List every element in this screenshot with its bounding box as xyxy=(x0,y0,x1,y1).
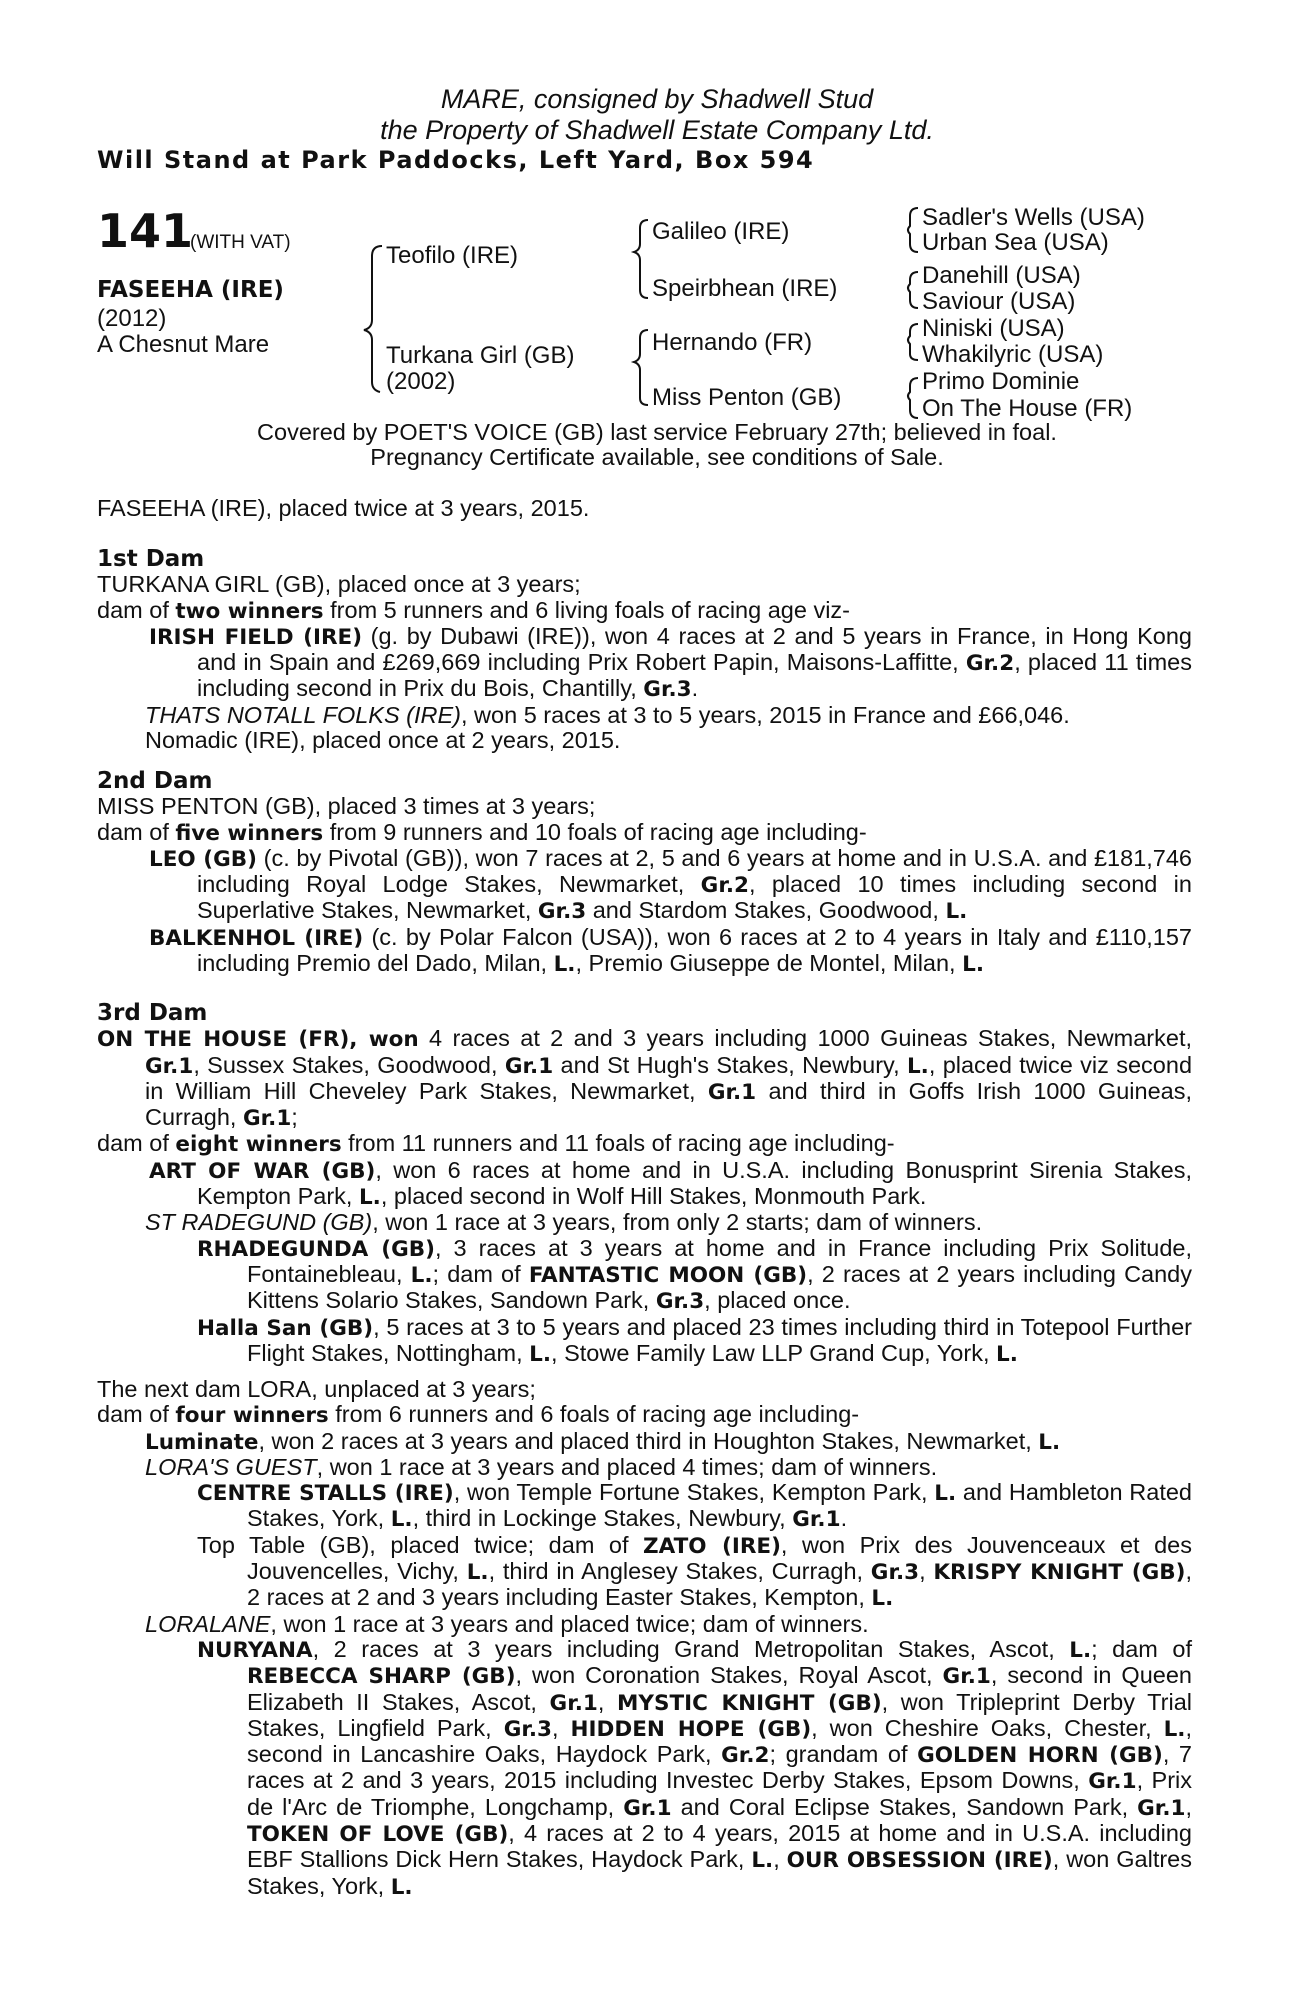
next-dam-grandfoal-3: NURYANA, 2 races at 3 years including Grand Metropolitan Stakes, Ascot, L.; dam of REBECCA SHARP (GB), won Coronation Stakes, Royal Ascot, Gr.1, second in Queen Elizabeth II Stakes, Ascot, Gr.1, MYSTIC KNIGHT (GB), won Tripleprint Derby Trial Stakes, Lingfield Park, Gr.3, HIDDEN HOPE (GB), won Cheshire Oaks, Chester, L., second in Lancashire Oaks, Haydock Park, Gr.2; grandam of GOLDEN HORN (GB), 7 races at 2 and 3 years, 2015 including Investec Derby Stakes, Epsom Downs, Gr.1, Prix de l'Arc de Triomphe, Longchamp, Gr.1 and Coral Eclipse Stakes, Sandown Park, Gr.1, TOKEN OF LOVE (GB), 4 races at 2 to 4 years, 2015 at home and in U.S.A. including EBF Stallions Dick Hern Stakes, Haydock Park, L., OUR OBSESSION (IRE), won Galtres Stakes, York, L. xyxy=(197,1635,1193,1900)
cover-line-1: Covered by POET'S VOICE (GB) last service February 27th; believed in foal. xyxy=(257,419,1057,445)
pedigree-dam: Turkana Girl (GB) xyxy=(386,342,575,369)
third-dam-line-1: ON THE HOUSE (FR), won 4 races at 2 and 3 years including 1000 Guineas Stakes, Newmarket, Gr.1, Sussex Stakes, Goodwood, Gr.1 and St Hugh's Stakes, Newbury, L., placed twice viz second in William Hill Cheveley Park Stakes, Newmarket, Gr.1 and third in Goffs Irish 1000 Guineas, Curragh, Gr.1; xyxy=(97,1025,1193,1132)
pedigree-sdd: Saviour (USA) xyxy=(922,288,1076,315)
lot-number: 141 xyxy=(97,204,194,258)
second-dam-heading: 2nd Dam xyxy=(97,768,213,794)
summary xyxy=(97,496,1192,521)
pedigree-sire-sire: Galileo (IRE) xyxy=(652,218,790,245)
summary-text: FASEEHA (IRE), placed twice at 3 years, 2015. xyxy=(97,495,590,521)
first-dam-foal-3: Nomadic (IRE), placed once at 2 years, 2015. xyxy=(145,727,621,754)
pedigree-dam-sire: Hernando (FR) xyxy=(652,329,813,356)
pedigree-dam-year: (2002) xyxy=(386,368,456,395)
next-dam-grandfoal-1: CENTRE STALLS (IRE), won Temple Fortune Stakes, Kempton Park, L. and Hambleton Rated Stakes, York, L., third in Lockinge Stakes, Newbury, Gr.1. xyxy=(197,1479,1192,1533)
horse-name: FASEEHA (IRE) xyxy=(97,277,284,303)
first-dam-line-1: TURKANA GIRL (GB), placed once at 3 years; xyxy=(97,571,581,598)
next-dam-foal-1: Luminate, won 2 races at 3 years and placed third in Houghton Stakes, Newmarket, L. xyxy=(145,1427,1061,1455)
pedigree-ddd: On The House (FR) xyxy=(922,395,1133,422)
pedigree-sire: Teofilo (IRE) xyxy=(386,242,519,269)
pedigree-dss: Niniski (USA) xyxy=(922,315,1065,342)
next-dam-foal-3: LORALANE, won 1 race at 3 years and placed twice; dam of winners. xyxy=(145,1610,869,1637)
lot-vat: (WITH VAT) xyxy=(190,232,291,253)
second-dam-foal-2: BALKENHOL (IRE) (c. by Polar Falcon (USA)), won 6 races at 2 to 4 years in Italy and £110,157 including Premio del Dado, Milan, L., Premio Giuseppe de Montel, Milan, L. xyxy=(149,923,1192,978)
third-dam-heading: 3rd Dam xyxy=(97,1000,208,1026)
next-dam-line-1: The next dam LORA, unplaced at 3 years; xyxy=(97,1376,536,1402)
first-dam-foal-1: IRISH FIELD (IRE) (g. by Dubawi (IRE)), won 4 races at 2 and 5 years in France, in Hong Kong and in Spain and £269,669 including Prix Robert Papin, Maisons-Laffitte, Gr.2, placed 11 times including second in Prix du Bois, Chantilly, Gr.3. xyxy=(149,622,1193,703)
pedigree-dds: Primo Dominie xyxy=(922,368,1080,395)
second-dam-foal-1: LEO (GB) (c. by Pivotal (GB)), won 7 races at 2, 5 and 6 years at home and in U.S.A. and £181,746 including Royal Lodge Stakes, Newmarket, Gr.2, placed 10 times including second in Superlative Stakes, Newmarket, Gr.3 and Stardom Stakes, Goodwood, L. xyxy=(149,844,1193,925)
header-line-2: the Property of Shadwell Estate Company Ltd. xyxy=(380,115,934,145)
third-dam-section xyxy=(97,1000,1192,1367)
pedigree-sds: Danehill (USA) xyxy=(922,262,1081,289)
pedigree-brace-ds xyxy=(908,324,918,360)
horse-description: A Chesnut Mare xyxy=(97,331,270,358)
third-dam-foal-2: ST RADEGUND (GB), won 1 race at 3 years, from only 2 starts; dam of winners. xyxy=(145,1209,983,1236)
pedigree-brace-sd xyxy=(908,272,918,308)
next-dam-section xyxy=(97,1377,1192,1900)
pedigree-brace-dd xyxy=(908,378,918,418)
horse-year: (2012) xyxy=(97,305,167,332)
first-dam-line-2: dam of two winners from 5 runners and 6 living foals of racing age viz- xyxy=(97,596,851,624)
third-dam-foal-1: ART OF WAR (GB), won 6 races at home and in U.S.A. including Bonusprint Sirenia Stakes, Kempton Park, L., placed second in Wolf Hill Stakes, Monmouth Park. xyxy=(149,1156,1192,1211)
third-dam-grandfoal-1: RHADEGUNDA (GB), 3 races at 3 years at home and in France including Prix Solitude, Fontainebleau, L.; dam of FANTASTIC MOON (GB), 2 races at 2 years including Candy Kittens Solario Stakes, Sandown Park, Gr.3, placed once. xyxy=(197,1234,1193,1315)
pedigree-sss: Sadler's Wells (USA) xyxy=(922,204,1145,231)
pedigree-brace-dam xyxy=(634,330,648,405)
third-dam-line-2: dam of eight winners from 11 runners and 11 foals of racing age including- xyxy=(97,1130,895,1158)
first-dam-foal-2: THATS NOTALL FOLKS (IRE), won 5 races at 3 to 5 years, 2015 in France and £66,046. xyxy=(145,701,1070,728)
first-dam-section xyxy=(97,546,1192,753)
next-dam-foal-2: LORA'S GUEST, won 1 race at 3 years and placed 4 times; dam of winners. xyxy=(145,1453,938,1480)
cover-line-2: Pregnancy Certificate available, see conditions of Sale. xyxy=(370,444,944,470)
pedigree-dsd: Whakilyric (USA) xyxy=(922,341,1104,368)
pedigree-dam-dam: Miss Penton (GB) xyxy=(652,384,842,411)
third-dam-grandfoal-2: Halla San (GB), 5 races at 3 to 5 years and placed 23 times including third in Totepool Further Flight Stakes, Nottingham, L., Stowe Family Law LLP Grand Cup, York, L. xyxy=(197,1313,1192,1367)
next-dam-grandfoal-2: Top Table (GB), placed twice; dam of ZATO (IRE), won Prix des Jouvenceaux et des Jouvencelles, Vichy, L., third in Anglesey Stakes, Curragh, Gr.3, KRISPY KNIGHT (GB), 2 races at 2 and 3 years including Easter Stakes, Kempton, L. xyxy=(197,1531,1193,1612)
header-location: Will Stand at Park Paddocks, Left Yard, Box 594 xyxy=(97,146,815,174)
pedigree-brace-sire xyxy=(634,220,648,298)
pedigree-ssd: Urban Sea (USA) xyxy=(922,229,1109,256)
second-dam-section xyxy=(97,768,1192,977)
next-dam-line-2: dam of four winners from 6 runners and 6 foals of racing age including- xyxy=(97,1401,860,1429)
pedigree-brace-gen1 xyxy=(364,246,382,392)
pedigree-sire-dam: Speirbhean (IRE) xyxy=(652,275,838,302)
first-dam-heading: 1st Dam xyxy=(97,546,205,572)
second-dam-line-2: dam of five winners from 9 runners and 10 foals of racing age including- xyxy=(97,818,867,846)
header-line-1: MARE, consigned by Shadwell Stud xyxy=(440,84,874,114)
second-dam-line-1: MISS PENTON (GB), placed 3 times at 3 years; xyxy=(97,793,596,820)
pedigree-brace-ss xyxy=(908,208,918,252)
